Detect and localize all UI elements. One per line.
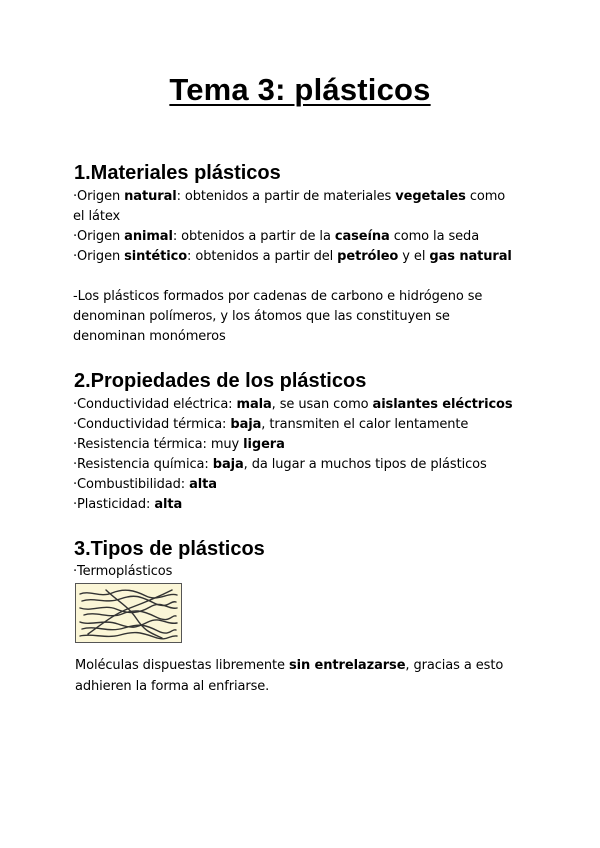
section-heading-tipos: 3.Tipos de plásticos [74, 538, 265, 560]
prop-combustibilidad: ·Combustibilidad: alta [73, 477, 217, 492]
polimeros-paragraph-line-3: denominan monómeros [73, 329, 226, 344]
origen-animal-line: ·Origen animal: obtenidos a partir de la caseína como la seda [73, 229, 480, 244]
termoplasticos-label: ·Termoplásticos [73, 564, 173, 579]
prop-plasticidad: ·Plasticidad: alta [73, 497, 183, 512]
prop-conductividad-electrica: ·Conductividad eléctrica: mala, se usan como aislantes eléctricos [73, 397, 513, 412]
polymer-chain [82, 596, 176, 605]
origen-natural-line-cont: el látex [73, 209, 121, 224]
polimeros-paragraph-line-2: denominan polímeros, y los átomos que las constituyen se [73, 309, 450, 324]
origen-sintetico-line: ·Origen sintético: obtenidos a partir del petróleo y el gas natural [73, 249, 512, 264]
origen-natural-line: ·Origen natural: obtenidos a partir de materiales vegetales como [73, 189, 506, 204]
termoplasticos-description-line-1: Moléculas dispuestas libremente sin entrelazarse, gracias a esto [75, 658, 504, 673]
polymer-chain [106, 590, 162, 638]
polymer-chain [84, 611, 176, 620]
prop-resistencia-quimica: ·Resistencia química: baja, da lugar a muchos tipos de plásticos [73, 457, 487, 472]
polymer-chain [82, 625, 176, 633]
page-title: Tema 3: plásticos [169, 72, 431, 107]
polimeros-paragraph-line-1: -Los plásticos formados por cadenas de carbono e hidrógeno se [73, 289, 483, 304]
prop-conductividad-termica: ·Conductividad térmica: baja, transmiten el calor lentamente [73, 417, 469, 432]
termoplasticos-description-line-2: adhieren la forma al enfriarse. [75, 679, 270, 694]
prop-resistencia-termica: ·Resistencia térmica: muy ligera [73, 437, 285, 452]
thermoplastic-chains-illustration [75, 583, 182, 643]
section-heading-propiedades: 2.Propiedades de los plásticos [74, 370, 367, 392]
section-heading-materiales: 1.Materiales plásticos [74, 162, 281, 184]
